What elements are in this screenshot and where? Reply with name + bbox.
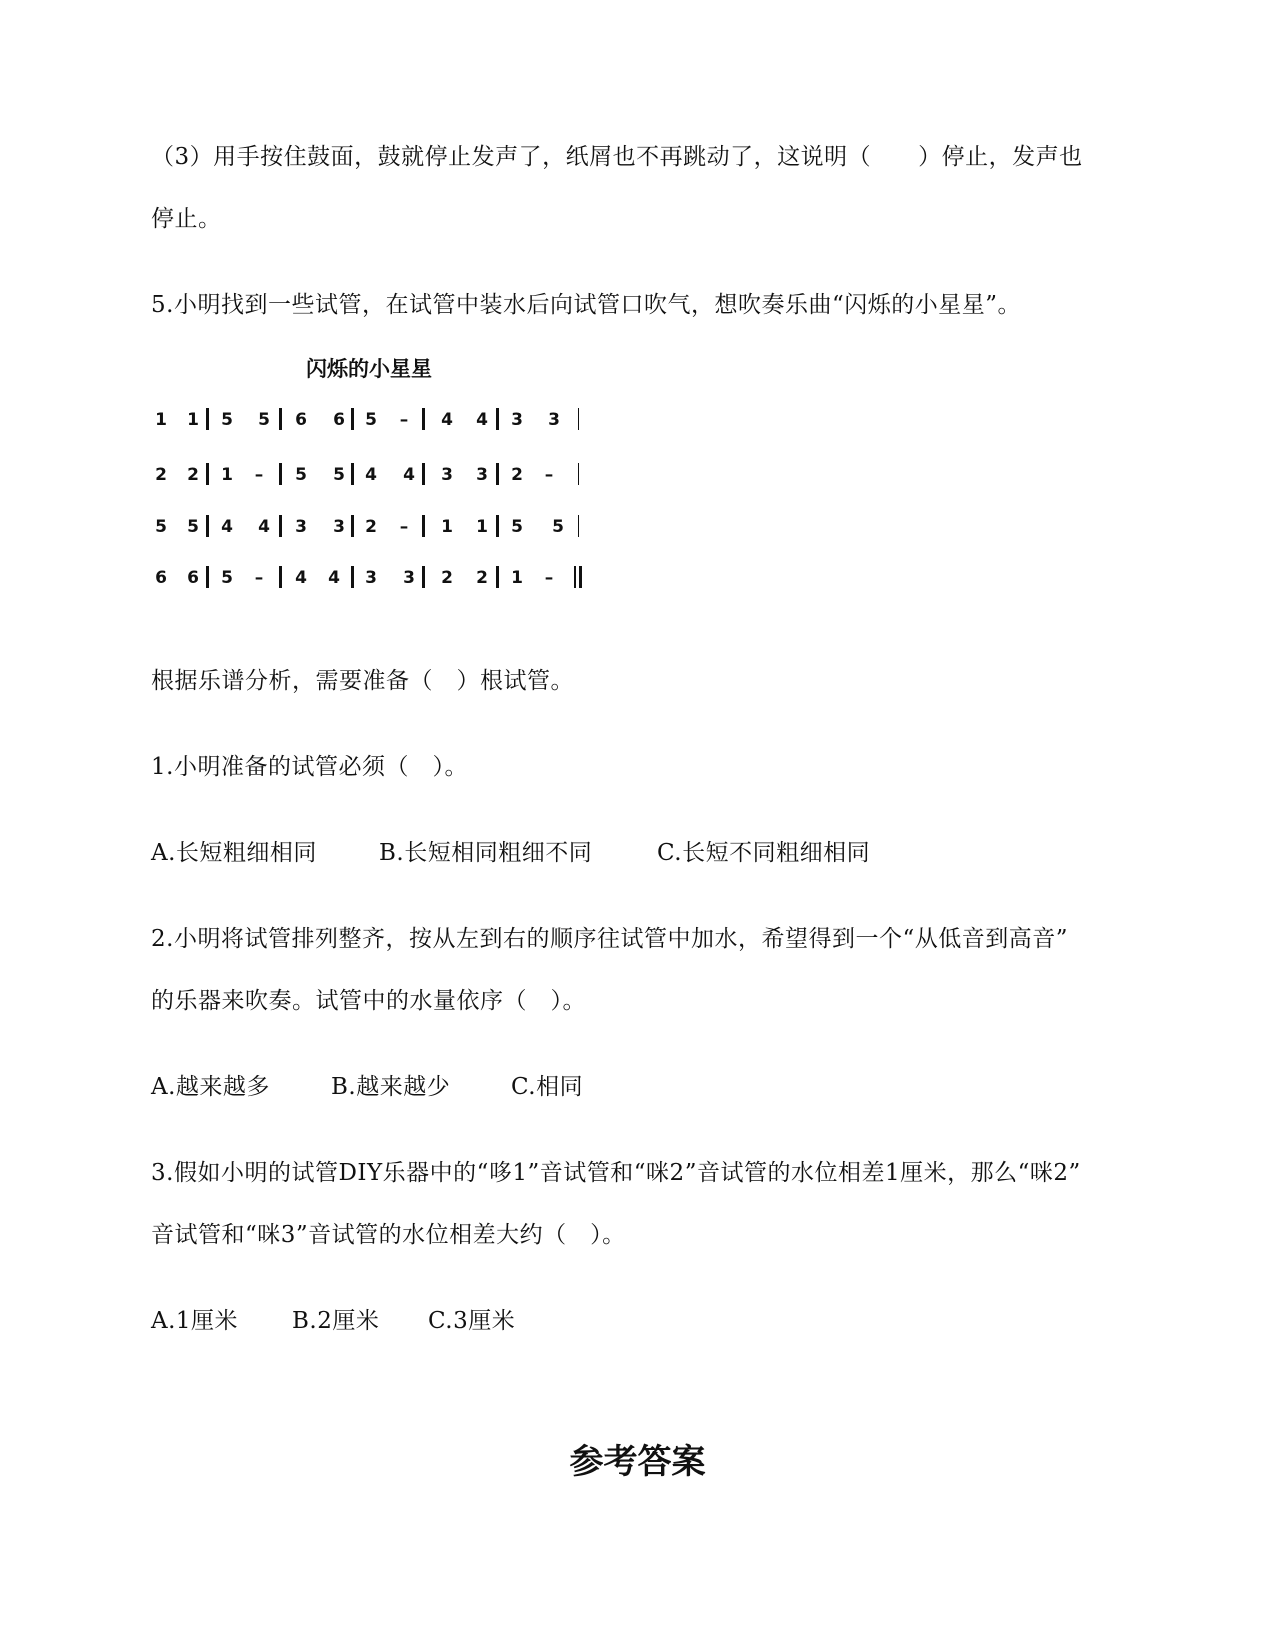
q5-sub3-options [151, 1306, 515, 1336]
bar-line [496, 566, 499, 588]
bar-line [206, 515, 209, 537]
q5-sub3-question-line1: 3.假如小明的试管DIY乐器中的“哆1”音试管和“咪2”音试管的水位相差1厘米，那么“咪2” [151, 1160, 1081, 1186]
score-note: 1 [441, 517, 453, 537]
score-note: 6 [295, 410, 307, 430]
score-note: 2 [187, 465, 199, 485]
score-row [151, 563, 621, 593]
q5-sub1-options [151, 838, 870, 868]
score-row [151, 460, 621, 490]
score-note: 3 [548, 410, 560, 430]
bar-line [206, 408, 209, 430]
score-note: 5 [221, 568, 233, 588]
score-note: 3 [441, 465, 453, 485]
bar-line [279, 515, 282, 537]
score-title: 闪烁的小星星 [306, 357, 432, 381]
score-note: 5 [552, 517, 564, 537]
score-note: 5 [187, 517, 199, 537]
score-note: 1 [476, 517, 488, 537]
score-note: 4 [403, 465, 415, 485]
score-note: 4 [328, 568, 340, 588]
score-note: 6 [187, 568, 199, 588]
score-note: 5 [221, 410, 233, 430]
score-note: 6 [155, 568, 167, 588]
score-note: – [544, 568, 554, 588]
score-note: 2 [365, 517, 377, 537]
q5-intro: 5.小明找到一些试管，在试管中装水后向试管口吹气，想吹奏乐曲“闪烁的小星星”。 [151, 292, 1021, 318]
score-note: – [254, 568, 264, 588]
score-note: 2 [476, 568, 488, 588]
option-a: A.长短粗细相同 [151, 840, 317, 866]
score-note: 3 [333, 517, 345, 537]
bar-line [351, 515, 354, 537]
score-note: – [399, 517, 409, 537]
option-a: A.越来越多 [151, 1074, 270, 1100]
option-c: C.长短不同粗细相同 [657, 840, 871, 866]
score-note: 4 [365, 465, 377, 485]
option-c: C.相同 [511, 1074, 584, 1100]
option-b: B.长短相同粗细不同 [379, 840, 593, 866]
option-a: A.1厘米 [151, 1308, 239, 1334]
score-note: 4 [258, 517, 270, 537]
final-barline [574, 566, 576, 588]
bar-line [206, 566, 209, 588]
score-note: 3 [476, 465, 488, 485]
score-note: 3 [295, 517, 307, 537]
bar-line [496, 515, 499, 537]
q4-part3-line2: 停止。 [151, 206, 222, 232]
score-row [151, 512, 621, 542]
score-note: 1 [511, 568, 523, 588]
q5-sub2-question-line2: 的乐器来吹奏。试管中的水量依序（ ）。 [151, 988, 586, 1014]
q4-part3-line1: （3）用手按住鼓面，鼓就停止发声了，纸屑也不再跳动了，这说明（ ）停止，发声也 [151, 144, 1083, 170]
q5-sub2-options [151, 1072, 583, 1102]
score-note: 1 [221, 465, 233, 485]
score-note: – [544, 465, 554, 485]
score-note: 3 [403, 568, 415, 588]
bar-line [279, 566, 282, 588]
bar-line [422, 515, 425, 537]
score-note: 1 [187, 410, 199, 430]
q5-analysis: 根据乐谱分析，需要准备（ ）根试管。 [151, 668, 574, 694]
score-note: – [399, 410, 409, 430]
music-score [151, 355, 621, 615]
bar-line [578, 463, 579, 485]
score-note: 4 [441, 410, 453, 430]
score-note: 3 [365, 568, 377, 588]
bar-line [422, 463, 425, 485]
option-b: B.越来越少 [331, 1074, 451, 1100]
score-note: 6 [333, 410, 345, 430]
bar-line [422, 566, 425, 588]
score-note: – [254, 465, 264, 485]
score-note: 5 [258, 410, 270, 430]
bar-line [578, 408, 579, 430]
score-note: 5 [155, 517, 167, 537]
bar-line [351, 408, 354, 430]
bar-line [496, 463, 499, 485]
bar-line [279, 408, 282, 430]
score-note: 3 [511, 410, 523, 430]
bar-line [578, 515, 579, 537]
q5-sub1-question: 1.小明准备的试管必须（ ）。 [151, 754, 468, 780]
score-note: 4 [221, 517, 233, 537]
score-note: 5 [295, 465, 307, 485]
final-barline [579, 566, 582, 588]
score-note: 2 [155, 465, 167, 485]
bar-line [422, 408, 425, 430]
score-note: 1 [155, 410, 167, 430]
answers-heading: 参考答案 [569, 1442, 706, 1482]
score-row [151, 405, 621, 435]
score-note: 5 [365, 410, 377, 430]
score-note: 2 [441, 568, 453, 588]
score-note: 2 [511, 465, 523, 485]
score-note: 4 [295, 568, 307, 588]
bar-line [279, 463, 282, 485]
option-b: B.2厘米 [292, 1308, 380, 1334]
q5-sub2-question-line1: 2.小明将试管排列整齐，按从左到右的顺序往试管中加水，希望得到一个“从低音到高音” [151, 926, 1068, 952]
score-note: 4 [476, 410, 488, 430]
bar-line [206, 463, 209, 485]
bar-line [351, 566, 354, 588]
bar-line [496, 408, 499, 430]
score-note: 5 [511, 517, 523, 537]
q5-sub3-question-line2: 音试管和“咪3”音试管的水位相差大约（ ）。 [151, 1222, 626, 1248]
bar-line [351, 463, 354, 485]
score-note: 5 [333, 465, 345, 485]
option-c: C.3厘米 [428, 1308, 516, 1334]
